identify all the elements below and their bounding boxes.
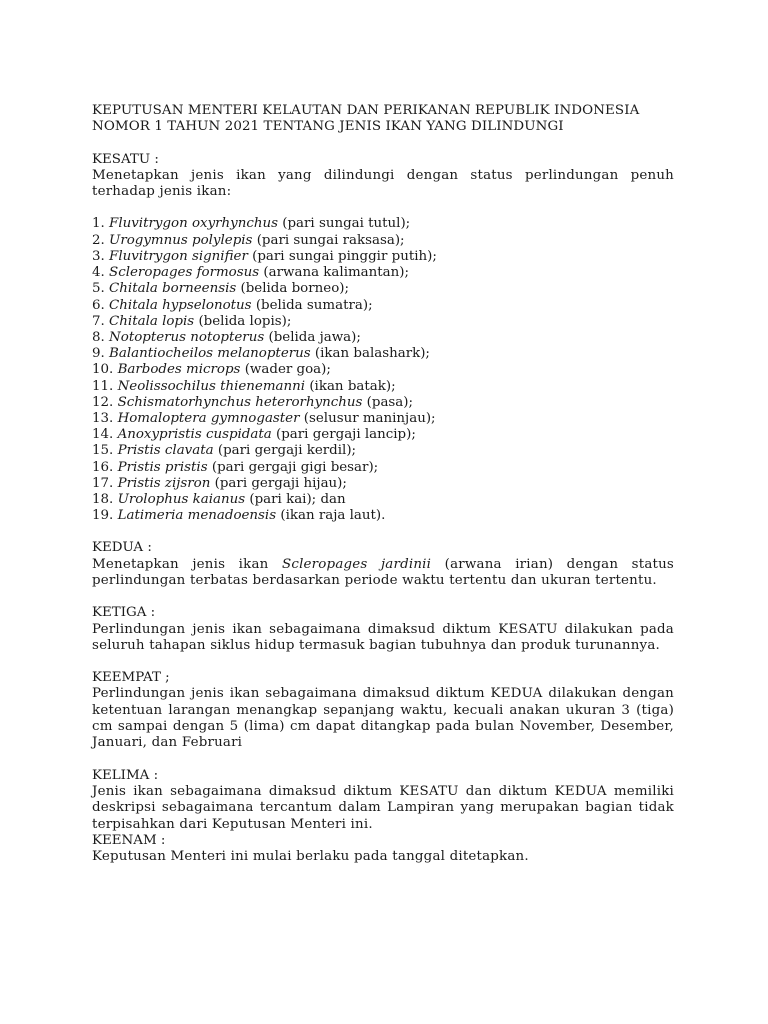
species-list-item bbox=[92, 265, 674, 281]
species-number: 19. bbox=[92, 508, 114, 524]
species-list-item bbox=[92, 460, 674, 476]
keempat-label: KEEMPAT ; bbox=[92, 670, 170, 686]
species-list-item bbox=[92, 411, 674, 427]
species-number: 17. bbox=[92, 475, 114, 491]
species-common-name: (belida jawa); bbox=[268, 329, 361, 345]
species-scientific-name: Urogymnus polylepis bbox=[109, 232, 253, 248]
species-number: 9. bbox=[92, 346, 105, 362]
species-common-name: (belida lopis); bbox=[198, 313, 292, 329]
species-scientific-name: Neolissochilus thienemanni bbox=[117, 378, 306, 394]
keempat-text: Perlindungan jenis ikan sebagaimana dimaksud diktum KEDUA dilakukan dengan ketentuan larangan menangkap sepanjang waktu, kecuali anakan ukuran 3 (tiga) cm sampai dengan 5 (lima) cm dapat ditangkap pada bulan November, Desember, Januari, dan Februari bbox=[92, 686, 674, 751]
species-scientific-name: Pristis clavata bbox=[117, 443, 214, 459]
species-scientific-name: Notopterus notopterus bbox=[109, 329, 265, 345]
kedua-text-after: (arwana irian) dengan status perlindungan terbatas berdasarkan periode waktu tertentu dan ukuran tertentu. bbox=[92, 556, 674, 588]
species-scientific-name: Chitala borneensis bbox=[109, 281, 237, 297]
species-common-name: (pari sungai tutul); bbox=[282, 216, 411, 232]
species-number: 4. bbox=[92, 265, 105, 281]
species-common-name: (selusur maninjau); bbox=[303, 410, 436, 426]
species-list-item bbox=[92, 427, 674, 443]
species-number: 15. bbox=[92, 443, 114, 459]
species-common-name: (ikan balashark); bbox=[314, 346, 430, 362]
species-number: 7. bbox=[92, 313, 105, 329]
species-common-name: (arwana kalimantan); bbox=[263, 265, 410, 281]
species-common-name: (pari gergaji kerdil); bbox=[217, 443, 357, 459]
species-list-item bbox=[92, 379, 674, 395]
species-list-item bbox=[92, 314, 674, 330]
document-title-line-2: NOMOR 1 TAHUN 2021 TENTANG JENIS IKAN YANG DILINDUNGI bbox=[92, 119, 564, 135]
species-common-name: (pari sungai raksasa); bbox=[256, 232, 405, 248]
species-number: 11. bbox=[92, 378, 114, 394]
kedua-text-before: Menetapkan jenis ikan bbox=[92, 556, 269, 572]
species-scientific-name: Scleropages formosus bbox=[109, 265, 260, 281]
species-list-item bbox=[92, 476, 674, 492]
species-scientific-name: Barbodes microps bbox=[117, 362, 241, 378]
species-list-item bbox=[92, 330, 674, 346]
species-common-name: (belida sumatra); bbox=[255, 297, 373, 313]
species-scientific-name: Schismatorhynchus heterorhynchus bbox=[117, 394, 363, 410]
species-common-name: (ikan raja laut). bbox=[280, 508, 386, 524]
species-common-name: (pari gergaji hijau); bbox=[214, 475, 347, 491]
species-list-item bbox=[92, 443, 674, 459]
species-scientific-name: Urolophus kaianus bbox=[117, 491, 246, 507]
species-number: 13. bbox=[92, 410, 118, 426]
species-scientific-name: Balantiocheilos melanopterus bbox=[109, 346, 311, 362]
species-number: 10. bbox=[92, 362, 118, 378]
ketiga-text: Perlindungan jenis ikan sebagaimana dimaksud diktum KESATU dilakukan pada seluruh tahapan siklus hidup termasuk bagian tubuhnya dan produk turunannya. bbox=[92, 621, 674, 653]
kesatu-label: KESATU : bbox=[92, 151, 159, 167]
species-list-item bbox=[92, 233, 674, 249]
species-number: 3. bbox=[92, 248, 105, 264]
species-scientific-name: Chitala lopis bbox=[109, 313, 195, 329]
species-scientific-name: Chitala hypselonotus bbox=[109, 297, 252, 313]
species-number: 6. bbox=[92, 297, 105, 313]
species-list-item bbox=[92, 216, 674, 232]
species-number: 12. bbox=[92, 394, 114, 410]
species-common-name: (pari kai); dan bbox=[249, 491, 346, 507]
species-scientific-name: Latimeria menadoensis bbox=[117, 508, 277, 524]
species-scientific-name: Anoxypristis cuspidata bbox=[117, 427, 272, 443]
species-scientific-name: Homaloptera gymnogaster bbox=[117, 410, 300, 426]
keenam-label: KEENAM : bbox=[92, 832, 166, 848]
species-number: 14. bbox=[92, 427, 114, 443]
species-number: 1. bbox=[92, 216, 105, 232]
species-number: 8. bbox=[92, 329, 105, 345]
species-list-item bbox=[92, 508, 674, 524]
species-scientific-name: Pristis zijsron bbox=[117, 475, 211, 491]
species-number: 16. bbox=[92, 459, 114, 475]
species-list-item bbox=[92, 346, 674, 362]
species-common-name: (belida borneo); bbox=[240, 281, 349, 297]
species-list bbox=[92, 216, 674, 524]
species-list-item bbox=[92, 492, 674, 508]
species-scientific-name: Fluvitrygon oxyrhynchus bbox=[109, 216, 278, 232]
document-title-line-1: KEPUTUSAN MENTERI KELAUTAN DAN PERIKANAN REPUBLIK INDONESIA bbox=[92, 103, 640, 118]
kelima-text: Jenis ikan sebagaimana dimaksud diktum KESATU dan diktum KEDUA memiliki deskripsi sebagaimana tercantum dalam Lampiran yang merupakan bagian tidak terpisahkan dari Keputusan Menteri ini. bbox=[92, 783, 674, 832]
document-page bbox=[92, 103, 674, 865]
keenam-text: Keputusan Menteri ini mulai berlaku pada tanggal ditetapkan. bbox=[92, 849, 529, 865]
kedua-text bbox=[92, 557, 674, 590]
species-common-name: (ikan batak); bbox=[309, 378, 396, 394]
species-list-item bbox=[92, 249, 674, 265]
species-scientific-name: Pristis pristis bbox=[117, 459, 208, 475]
species-common-name: (wader goa); bbox=[244, 362, 331, 378]
species-number: 18. bbox=[92, 491, 114, 507]
kelima-label: KELIMA : bbox=[92, 767, 159, 783]
species-common-name: (pari gergaji gigi besar); bbox=[211, 459, 379, 475]
species-scientific-name: Fluvitrygon signifier bbox=[109, 248, 248, 264]
species-common-name: (pari gergaji lancip); bbox=[276, 427, 416, 443]
species-number: 5. bbox=[92, 281, 105, 297]
kedua-species-name: Scleropages jardinii bbox=[282, 556, 432, 572]
species-common-name: (pari sungai pinggir putih); bbox=[252, 248, 437, 264]
species-number: 2. bbox=[92, 232, 105, 248]
ketiga-label: KETIGA : bbox=[92, 605, 156, 621]
species-list-item bbox=[92, 395, 674, 411]
species-list-item bbox=[92, 298, 674, 314]
species-common-name: (pasa); bbox=[366, 394, 414, 410]
kesatu-text: Menetapkan jenis ikan yang dilindungi dengan status perlindungan penuh terhadap jenis ikan: bbox=[92, 167, 674, 200]
species-list-item bbox=[92, 281, 674, 297]
kedua-label: KEDUA : bbox=[92, 540, 152, 556]
species-list-item bbox=[92, 362, 674, 378]
